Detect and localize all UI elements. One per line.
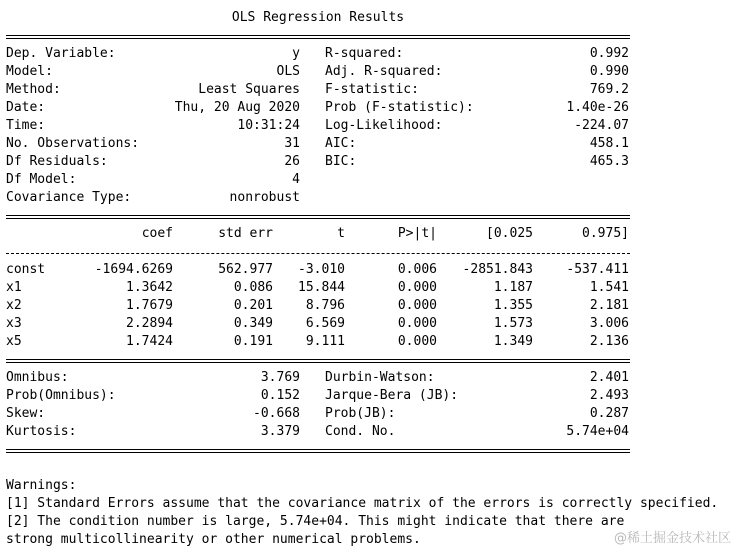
diagnostic-label: Skew: xyxy=(6,406,46,421)
spacer xyxy=(6,459,737,477)
diagnostic-value: 3.379 xyxy=(260,424,300,439)
ols-summary xyxy=(6,9,737,549)
table-row xyxy=(6,279,737,297)
summary-label: AIC: xyxy=(325,136,357,151)
coef-cell: 1.7679 xyxy=(126,298,173,313)
table-row xyxy=(6,261,737,279)
coef-cell: 0.006 xyxy=(397,262,437,277)
warning-line: [1] Standard Errors assume that the covariance matrix of the errors is correctly specified. xyxy=(6,496,719,511)
watermark: @稀土掘金技术社区 xyxy=(613,531,731,546)
coef-cell: 2.136 xyxy=(589,334,629,349)
table-row xyxy=(6,297,737,315)
coef-column-header: [0.025 xyxy=(486,226,533,241)
diagnostic-label: Prob(Omnibus): xyxy=(6,388,116,403)
coef-header-row xyxy=(6,225,737,243)
summary-value: 4 xyxy=(292,172,300,187)
diagnostic-value: 2.493 xyxy=(589,388,629,403)
coef-cell: 1.7424 xyxy=(126,334,173,349)
coef-cell: 0.086 xyxy=(233,280,273,295)
diagnostic-label: Cond. No. xyxy=(325,424,396,439)
summary-row xyxy=(6,189,737,207)
diagnostic-value: 0.287 xyxy=(589,406,629,421)
coef-cell: 1.541 xyxy=(589,280,629,295)
summary-row xyxy=(6,171,737,189)
coef-cell: 9.111 xyxy=(305,334,345,349)
summary-value: 0.990 xyxy=(589,64,629,79)
coef-cell: 0.201 xyxy=(233,298,273,313)
coef-cell: 0.000 xyxy=(397,334,437,349)
summary-label: F-statistic: xyxy=(325,82,419,97)
coef-cell: 6.569 xyxy=(305,316,345,331)
coef-cell: 1.573 xyxy=(493,316,533,331)
coef-variable-name: x5 xyxy=(6,334,22,349)
coef-cell: 1.349 xyxy=(493,334,533,349)
diagnostic-label: Omnibus: xyxy=(6,370,69,385)
coef-cell: 0.000 xyxy=(397,316,437,331)
summary-row xyxy=(6,153,737,171)
warnings-title: Warnings: xyxy=(6,478,77,493)
coef-cell: 0.349 xyxy=(233,316,273,331)
summary-value: Least Squares xyxy=(198,82,300,97)
summary-label: Adj. R-squared: xyxy=(325,64,443,79)
summary-row xyxy=(6,81,737,99)
summary-value: y xyxy=(292,46,300,61)
coef-variable-name: const xyxy=(6,262,46,277)
summary-value: 1.40e-26 xyxy=(566,100,629,115)
summary-label: Df Model: xyxy=(6,172,77,187)
divider xyxy=(6,441,630,459)
diagnostic-row xyxy=(6,405,737,423)
coef-cell: 0.191 xyxy=(233,334,273,349)
diagnostic-row xyxy=(6,369,737,387)
diagnostic-row xyxy=(6,423,737,441)
divider xyxy=(6,243,630,261)
coef-variable-name: x2 xyxy=(6,298,22,313)
coef-cell: 2.181 xyxy=(589,298,629,313)
model-summary-table xyxy=(6,45,737,207)
coef-column-header: std err xyxy=(218,226,273,241)
summary-label: Dep. Variable: xyxy=(6,46,116,61)
summary-row xyxy=(6,117,737,135)
coef-cell: 0.000 xyxy=(397,298,437,313)
summary-label: Df Residuals: xyxy=(6,154,108,169)
coef-column-header: P>|t| xyxy=(397,226,437,241)
summary-label: Date: xyxy=(6,100,46,115)
diagnostic-label: Kurtosis: xyxy=(6,424,77,439)
divider xyxy=(6,207,630,225)
summary-label: Covariance Type: xyxy=(6,190,132,205)
coef-cell: 1.187 xyxy=(493,280,533,295)
diagnostic-label: Jarque-Bera (JB): xyxy=(325,388,459,403)
summary-value: 10:31:24 xyxy=(237,118,300,133)
summary-label: Prob (F-statistic): xyxy=(325,100,474,115)
page-title: OLS Regression Results xyxy=(231,10,405,25)
warning-line: [2] The condition number is large, 5.74e+04. This might indicate that there are xyxy=(6,514,625,529)
summary-value: nonrobust xyxy=(229,190,300,205)
summary-label: Model: xyxy=(6,64,53,79)
table-row xyxy=(6,315,737,333)
diagnostic-value: 5.74e+04 xyxy=(566,424,629,439)
coef-cell: 0.000 xyxy=(397,280,437,295)
summary-value: 769.2 xyxy=(589,82,629,97)
summary-value: OLS xyxy=(276,64,300,79)
summary-label: Log-Likelihood: xyxy=(325,118,443,133)
summary-value: 458.1 xyxy=(589,136,629,151)
diagnostics-table xyxy=(6,369,737,441)
diagnostic-value: 2.401 xyxy=(589,370,629,385)
summary-value: Thu, 20 Aug 2020 xyxy=(174,100,300,115)
warning-line: strong multicollinearity or other numerical problems. xyxy=(6,532,421,547)
divider xyxy=(6,27,630,45)
summary-row xyxy=(6,45,737,63)
diagnostic-label: Durbin-Watson: xyxy=(325,370,435,385)
summary-value: 26 xyxy=(284,154,300,169)
summary-value: 0.992 xyxy=(589,46,629,61)
summary-label: R-squared: xyxy=(325,46,404,61)
summary-value: 465.3 xyxy=(589,154,629,169)
coef-cell: 15.844 xyxy=(298,280,345,295)
coef-cell: -2851.843 xyxy=(462,262,533,277)
summary-label: Method: xyxy=(6,82,61,97)
coef-variable-name: x1 xyxy=(6,280,22,295)
coef-column-header: coef xyxy=(141,226,173,241)
summary-value: 31 xyxy=(284,136,300,151)
diagnostic-value: 0.152 xyxy=(260,388,300,403)
coef-cell: 2.2894 xyxy=(126,316,173,331)
summary-label: BIC: xyxy=(325,154,357,169)
diagnostic-value: -0.668 xyxy=(253,406,300,421)
coef-cell: 3.006 xyxy=(589,316,629,331)
coef-cell: -537.411 xyxy=(566,262,629,277)
summary-label: No. Observations: xyxy=(6,136,140,151)
coef-table xyxy=(6,261,737,351)
coef-cell: -1694.6269 xyxy=(94,262,173,277)
coef-variable-name: x3 xyxy=(6,316,22,331)
summary-row xyxy=(6,135,737,153)
summary-row xyxy=(6,63,737,81)
coef-cell: 1.355 xyxy=(493,298,533,313)
diagnostic-label: Prob(JB): xyxy=(325,406,396,421)
coef-cell: -3.010 xyxy=(298,262,345,277)
summary-value: -224.07 xyxy=(574,118,629,133)
coef-cell: 562.977 xyxy=(218,262,273,277)
summary-row xyxy=(6,99,737,117)
diagnostic-value: 3.769 xyxy=(260,370,300,385)
table-row xyxy=(6,333,737,351)
coef-column-header: t xyxy=(337,226,345,241)
summary-label: Time: xyxy=(6,118,46,133)
diagnostic-row xyxy=(6,387,737,405)
coef-cell: 8.796 xyxy=(305,298,345,313)
coef-column-header: 0.975] xyxy=(582,226,629,241)
coef-cell: 1.3642 xyxy=(126,280,173,295)
divider xyxy=(6,351,630,369)
